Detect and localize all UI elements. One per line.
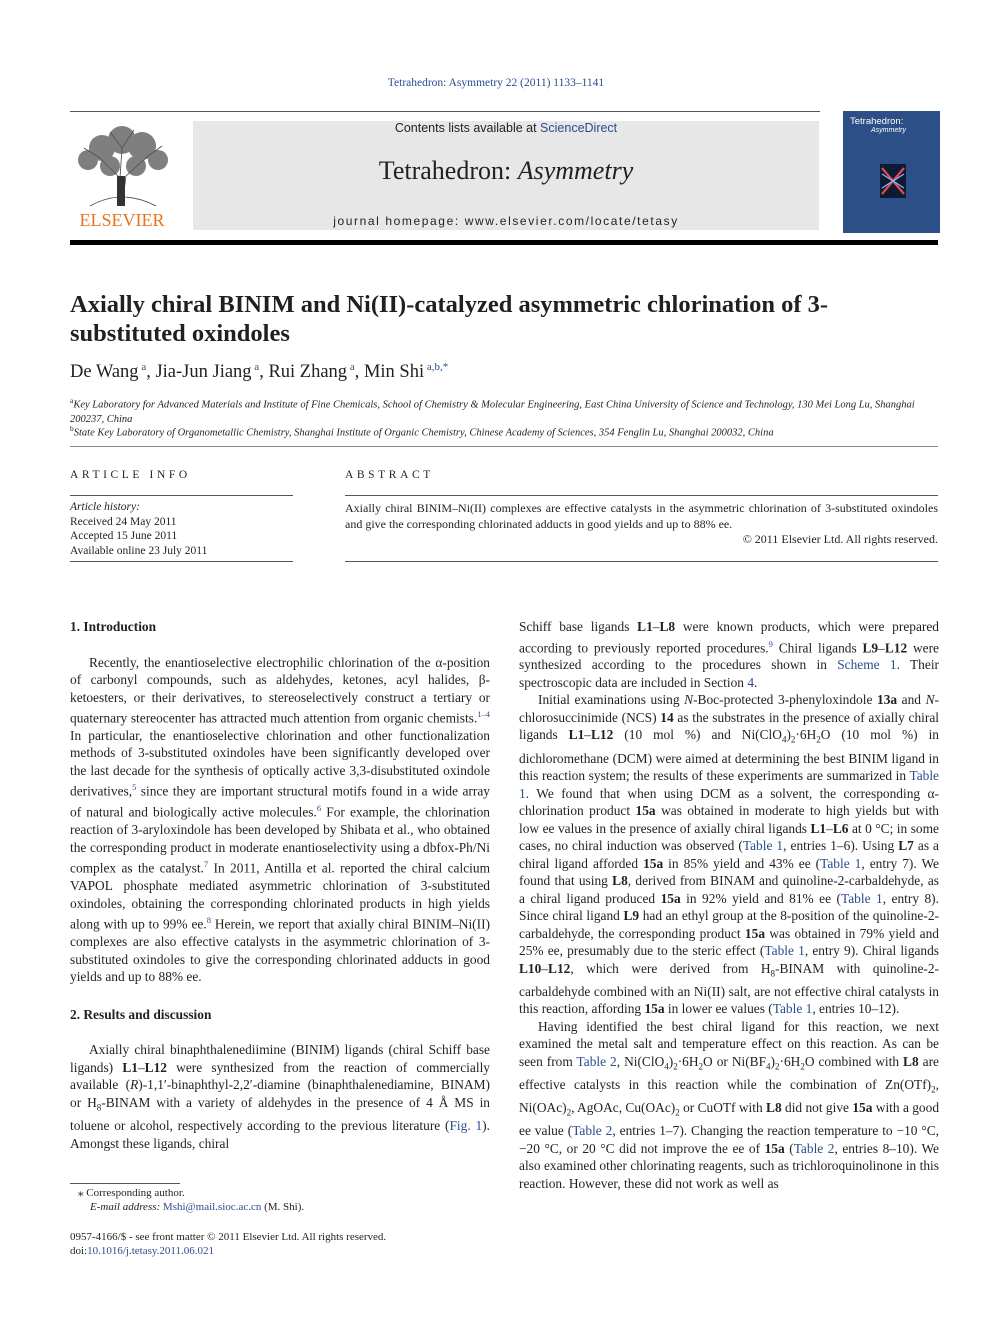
- cover-title: Tetrahedron:: [850, 116, 904, 127]
- header-thick-rule: [70, 240, 938, 245]
- email-suffix: (M. Shi).: [261, 1201, 305, 1213]
- reference-link[interactable]: 9: [768, 638, 773, 649]
- issn-line: 0957-4166/$ - see front matter © 2011 Elsevier Ltd. All rights reserved.: [70, 1231, 387, 1243]
- accepted-date: Accepted 15 June 2011: [70, 530, 178, 542]
- online-date: Available online 23 July 2011: [70, 544, 208, 557]
- cover-art-icon: [880, 164, 906, 198]
- scheme-link[interactable]: Scheme 1: [837, 657, 897, 673]
- section-heading-introduction: 1. Introduction: [70, 619, 157, 634]
- reference-link[interactable]: 8: [206, 915, 211, 926]
- journal-banner: [193, 121, 819, 230]
- article-info-heading: ARTICLE INFO: [70, 469, 191, 481]
- front-matter-notice: [70, 1230, 386, 1258]
- journal-citation[interactable]: Tetrahedron: Asymmetry 22 (2011) 1133–1141: [387, 77, 605, 89]
- reference-link[interactable]: 5: [132, 782, 137, 793]
- email-link[interactable]: Mshi@mail.sioc.ac.cn: [162, 1201, 262, 1213]
- section-link[interactable]: 4: [747, 674, 755, 690]
- body-right-column: [519, 618, 939, 1192]
- author-list: De Wang $^a$, Jia-Jun Jiang $^a$, Rui Zhang $^a$, Min Shi $^{a,b,*}$: [70, 361, 449, 383]
- author-name[interactable]: Jia-Jun Jiang: [155, 362, 252, 383]
- elsevier-logo: [70, 118, 175, 230]
- affiliation-b: [70, 422, 930, 441]
- affiliation-text: State Key Laboratory of Organometallic Chemistry, Shanghai Institute of Organic Chemistry, Chinese Academy of Sciences, 354 Fenglin Lu, Shanghai 200032, China: [73, 427, 774, 439]
- journal-name-italic: Asymmetry: [517, 156, 634, 185]
- contents-line: [193, 121, 819, 135]
- intro-paragraph: Recently, the enantioselective electrophilic chlorination of the α-position of carbonyl compounds, such as aldehydes, ketones, acyl halides, β-ketoesters, or their derivatives, to stereoselectively construct a tertiary or quaternary stereocenter has attracted much attention from organic chemists.$^{1-4}$ In particular, the enantioselective chlorination and other functionalization methods of 3-substituted oxindoles have been significantly developed over the last decade for the synthesis of optically active 3,3-disubstituted oxindole derivatives,$^5$ since they are important structural motifs found in a wide array of natural and biologically active molecules.$^6$ For example, the chlorination reaction of 3-aryloxindole has been developed by Shibata et al., who obtained the corresponding product in moderate enantioselectivity using a dbfox-Ph/Ni complex as the catalyst.$^7$ In 2011, Antilla et al. reported the chiral calcium VAPOL phosphate mediated asymmetric chlorination of 3-substituted oxindoles, obtaining the corresponding chlorinated products in high yields along with up to 99% ee.$^8$ Herein, we report that axially chiral BINIM–Ni(II) complexes are also effective catalysts in the asymmetric chlorination of 3-substituted oxindoles to give the corresponding chlorinated adducts in good yields and up to 88% ee.: [70, 654, 490, 985]
- journal-homepage[interactable]: journal homepage: www.elsevier.com/locate/tetasy: [333, 214, 679, 228]
- article-title: Axially chiral BINIM and Ni(II)-catalyzed asymmetric chlorination of 3-substituted oxindoles: [70, 291, 829, 347]
- footnote-rule: [70, 1183, 180, 1184]
- abstract-heading: ABSTRACT: [345, 469, 434, 481]
- reference-link[interactable]: 6: [316, 803, 322, 814]
- affiliation-mark: b: [70, 424, 74, 433]
- table-link[interactable]: Table 2: [793, 1140, 835, 1156]
- body-left-column: [70, 618, 490, 1152]
- abstract-copyright: © 2011 Elsevier Ltd. All rights reserved.: [742, 532, 938, 546]
- journal-name-plain: Tetrahedron:: [378, 156, 518, 185]
- contents-prefix: Contents lists available at: [394, 121, 541, 135]
- author-affiliation-mark[interactable]: a,b,*: [426, 361, 449, 373]
- author-name[interactable]: Rui Zhang: [268, 362, 348, 383]
- results-paragraph-continued: Schiff base ligands L1–L8 were known products, which were prepared according to previously reported procedures.$^9$ Chiral ligands L9–L12 were synthesized according to the procedures shown in Scheme 1. Their spectroscopic data are included in Section 4.: [519, 619, 940, 690]
- author-name[interactable]: De Wang: [70, 362, 139, 383]
- figure-link[interactable]: Fig. 1: [449, 1118, 483, 1134]
- results-paragraph: Axially chiral binaphthalenediimine (BINIM) ligands (chiral Schiff base ligands) L1–L12 were synthesized from the reaction of commercially available (R)-1,1′-binaphthyl-2,2′-diamine (binaphthalenediamine, BINAM) or $H_8$-BINAM with a variety of aldehydes in the presence of 4 Å MS in toluene or alcohol, respectively according to the previous literature (Fig. 1). Amongst these ligands, chiral: [70, 1042, 490, 1151]
- author-name[interactable]: Min Shi: [363, 362, 425, 383]
- sciencedirect-link[interactable]: ScienceDirect: [540, 121, 618, 135]
- received-date: Received 24 May 2011: [70, 515, 177, 528]
- history-label: Article history:: [70, 501, 140, 513]
- info-rule: [70, 495, 293, 496]
- journal-name: [193, 156, 819, 186]
- reference-link[interactable]: 7: [203, 859, 209, 870]
- article-history: [70, 500, 207, 558]
- info-rule-bottom: [70, 561, 293, 562]
- author-affiliation-mark[interactable]: a: [141, 361, 147, 373]
- abstract-rule-bottom: [345, 561, 938, 562]
- affiliation-mark: a: [70, 396, 74, 405]
- doi-link[interactable]: 10.1016/j.tetasy.2011.06.021: [87, 1245, 215, 1257]
- journal-cover-thumbnail[interactable]: [843, 111, 940, 233]
- elsevier-tree-icon: [70, 118, 175, 230]
- table-link[interactable]: Table 1: [742, 838, 784, 854]
- header-rule: [70, 111, 820, 112]
- table-link[interactable]: Table 1: [772, 1001, 813, 1017]
- author-affiliation-mark[interactable]: a: [254, 361, 260, 373]
- author-affiliation-mark[interactable]: a: [349, 361, 355, 373]
- publisher-wordmark: ELSEVIER: [79, 210, 165, 230]
- reference-link[interactable]: 1–4: [477, 709, 490, 719]
- table-link[interactable]: Table 1: [764, 943, 805, 959]
- table-link[interactable]: Table 1: [519, 768, 939, 801]
- results-paragraph-2: Initial examinations using N-Boc-protected 3-phenyloxindole 13a and N-chlorosuccinimide (NCS) 14 as the substrates in the presence of axially chiral ligands L1–L12 (10 mol %) and $Ni(ClO_4)_2\cdot 6H_2O$ (10 mol %) in dichloromethane (DCM) were aimed at determining the best BINIM ligand in this reaction system; the results of these experiments are summarized in Table 1. We found that when using DCM as a solvent, the corresponding α-chlorination product 15a was obtained in moderate to high yields but with low ee values in the presence of axially chiral ligands L1–L6 at 0 °C; in some cases, no chiral induction was observed (Table 1, entries 1–6). Using L7 as a chiral ligand afforded 15a in 85% yield and 43% ee (Table 1, entry 7). We found that using L8, derived from BINAM and quinoline-2-carbaldehyde, as a chiral ligand produced 15a in 92% yield and 81% ee (Table 1, entry 8). Since chiral ligand L9 had an ethyl group at the 8-position of the quinoline-2-carbaldehyde, the corresponding product 15a was obtained in 79% yield and 25% ee, presumably due to the steric effect (Table 1, entry 9). Chiral ligands L10–L12, which were derived from $H_8$-BINAM with quinoline-2-carbaldehyde combined with an Ni(II) salt, are not effective chiral catalysts in this reaction, affording 15a in lower ee values (Table 1, entries 10–12).: [519, 692, 940, 1017]
- section-heading-results: 2. Results and discussion: [70, 1006, 212, 1022]
- title-rule: [70, 446, 938, 447]
- results-paragraph-3: Having identified the best chiral ligand for this reaction, we next examined the metal salt and temperature effect on this reaction. As can be seen from Table 2, $Ni(ClO_4)_2\cdot 6H_2O$ or $Ni(BF_4)_2\cdot 6H_2O$ combined with L8 are effective catalysts in this reaction while the combination of $Zn(OTf)_2$, $Ni(OAc)_2$, AgOAc, $Cu(OAc)_2$ or CuOTf with L8 did not give 15a with a good ee value (Table 2, entries 1–7). Changing the reaction temperature to −10 °C, −20 °C, or 20 °C did not improve the ee of 15a (Table 2, entries 8–10). We also examined other chlorinating reagents, such as trichloroquinolinone in this reaction. However, these did not work as well as: [519, 1018, 940, 1191]
- corresponding-author-label: ⁎ Corresponding author.: [78, 1187, 185, 1199]
- affiliation-text: Key Laboratory for Advanced Materials and Institute of Fine Chemicals, School of Chemistry & Molecular Engineering, East China University of Science and Technology, 130 Mei Long Lu, Shanghai 200237, China: [70, 399, 915, 425]
- abstract-text: Axially chiral BINIM–Ni(II) complexes are effective catalysts in the asymmetric chlorination of 3-substituted oxindoles and give the corresponding chlorinated adducts in good yields and up to 88% ee.: [345, 501, 938, 531]
- table-link[interactable]: Table 1: [820, 855, 862, 871]
- email-label: E-mail address:: [90, 1201, 163, 1213]
- table-link[interactable]: Table 2: [572, 1123, 613, 1139]
- corresponding-author-footnote: [70, 1186, 304, 1214]
- table-link[interactable]: Table 1: [840, 890, 883, 906]
- doi-label: doi:: [70, 1245, 88, 1257]
- abstract-rule: [345, 495, 938, 496]
- cover-subtitle: Asymmetry: [871, 127, 906, 134]
- table-link[interactable]: Table 2: [576, 1053, 617, 1069]
